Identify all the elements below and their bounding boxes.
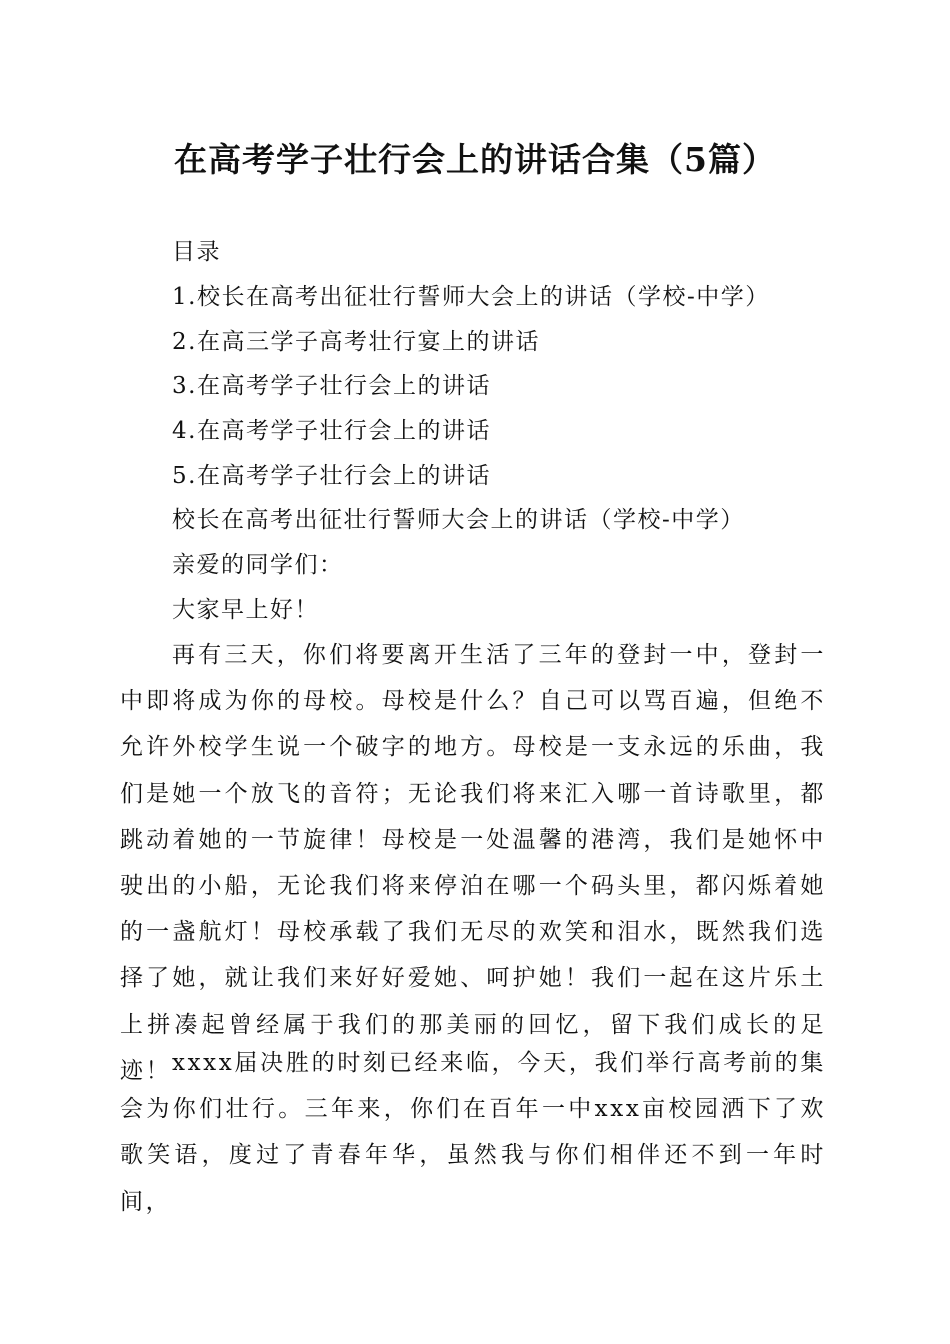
greeting: 大家早上好！: [172, 597, 319, 623]
toc-item-1: 1.校长在高考出征壮行誓师大会上的讲话（学校-中学）: [172, 284, 770, 310]
toc-item-3: 3.在高考学子壮行会上的讲话: [172, 373, 491, 399]
salutation: 亲爱的同学们：: [172, 552, 344, 578]
section-title: 校长在高考出征壮行誓师大会上的讲话（学校-中学）: [172, 507, 745, 533]
paragraph-2: xxxx届决胜的时刻已经来临，今天，我们举行高考前的集会为你们壮行。三年来，你们在百年一中xxx亩校园洒下了欢歌笑语，度过了青春年华，虽然我与你们相伴还不到一年时间，: [120, 1050, 826, 1215]
paragraph-1: 再有三天，你们将要离开生活了三年的登封一中，登封一中即将成为你的母校。母校是什么？自己可以骂百遍，但绝不允许外校学生说一个破字的地方。母校是一支永远的乐曲，我们是她一个放飞的音符；无论我们将来汇入哪一首诗歌里，都跳动着她的一节旋律！母校是一处温馨的港湾，我们是她怀中驶出的小船，无论我们将来停泊在哪一个码头里，都闪烁着她的一盏航灯！母校承载了我们无尽的欢笑和泪水，既然我们选择了她，就让我们来好好爱她、呵护她！我们一起在这片乐土上拼凑起曾经属于我们的那美丽的回忆，留下我们成长的足迹！: [120, 642, 826, 1084]
toc-heading: 目录: [172, 239, 221, 265]
toc-item-2: 2.在高三学子高考壮行宴上的讲话: [172, 329, 540, 355]
document-title: 在高考学子壮行会上的讲话合集（5篇）: [174, 140, 776, 179]
toc-item-5: 5.在高考学子壮行会上的讲话: [172, 463, 491, 489]
toc-item-4: 4.在高考学子壮行会上的讲话: [172, 418, 491, 444]
